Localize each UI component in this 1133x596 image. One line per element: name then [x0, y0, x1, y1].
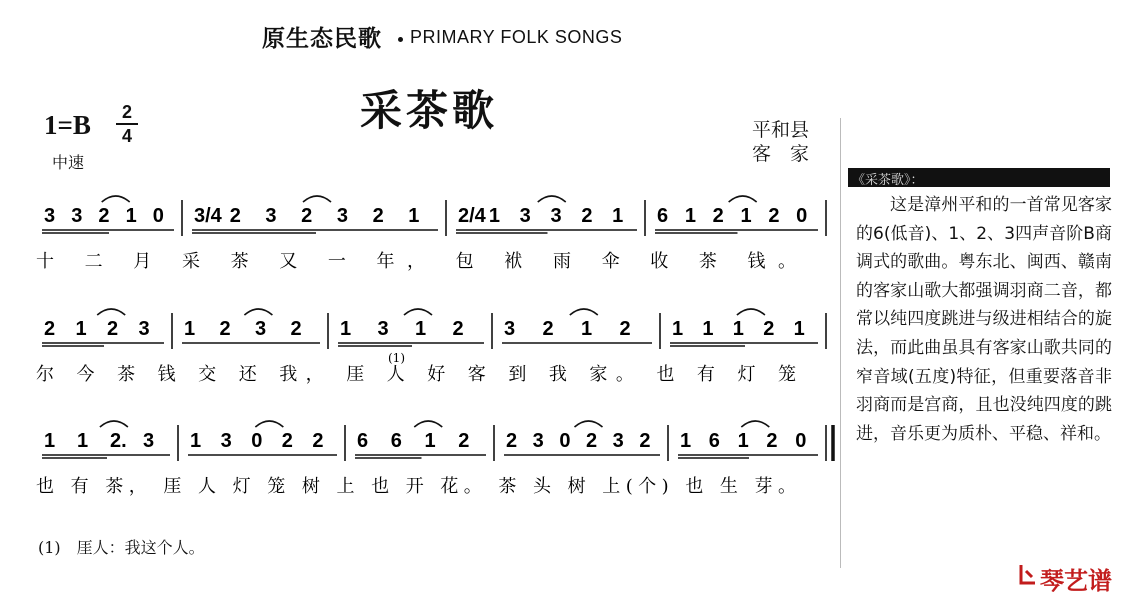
jianpu-note: 2 [290, 318, 302, 340]
jianpu-note: 1 [793, 318, 805, 340]
column-divider [840, 118, 841, 568]
jianpu-note: 6 [357, 430, 369, 452]
jianpu-note: 2 [372, 205, 384, 227]
jianpu-note: 2 [542, 318, 554, 340]
tempo-marking: 中速 [52, 153, 85, 172]
jianpu-note: 0 [796, 205, 808, 227]
jianpu-note: 1 [702, 318, 714, 340]
jianpu-note: 1 [680, 430, 692, 452]
jianpu-note: 2 [581, 205, 593, 227]
jianpu-note: 2 [506, 430, 518, 452]
jianpu-note: 3 [519, 205, 531, 227]
jianpu-note: 1 [44, 430, 56, 452]
jianpu-note: 3/4 [194, 205, 222, 227]
jianpu-note: 2 [619, 318, 631, 340]
jianpu-note: 3 [220, 430, 232, 452]
jianpu-note: 2 [44, 318, 56, 340]
jianpu-note: 3 [143, 430, 155, 452]
jianpu-note: 2 [639, 430, 651, 452]
origin-county: 平和县 [752, 119, 810, 141]
jianpu-note: 2 [281, 430, 293, 452]
slur-arc [255, 421, 283, 427]
jianpu-note: 3 [44, 205, 56, 227]
slur-arc [570, 309, 598, 315]
jianpu-note: 1 [672, 318, 684, 340]
series-title-cn: 原生态民歌 [262, 26, 382, 52]
jianpu-note: 1 [684, 205, 696, 227]
jianpu-note: 3 [138, 318, 150, 340]
jianpu-note: 2 [229, 205, 241, 227]
jianpu-note: 2 [763, 318, 775, 340]
jianpu-note: 6 [708, 430, 720, 452]
sidebar-description: 这是漳州平和的一首常见客家的6(低音)、1、2、3四声音阶B商调式的歌曲。粤东北、闽西、赣南的客家山歌大都强调羽商二音，都常以纯四度跳进与级进相结合的旋法，而此曲虽具有客家山歌共同的窄音域(五度)特征，但重要落音非羽商而是宫商，且也没纯四度的跳进，音乐更为质朴、平稳、祥和。 [856, 195, 1112, 444]
jianpu-note: 1 [184, 318, 196, 340]
song-title: 采茶歌 [360, 86, 499, 135]
jianpu-note: 1 [740, 205, 752, 227]
jianpu-note: 3 [336, 205, 348, 227]
jianpu-note: 1 [77, 430, 89, 452]
slur-arc [538, 196, 566, 202]
lyric-line: 十 二 月 采 茶 又 一 年， 包 袱 雨 伞 收 茶 钱。 [36, 251, 797, 272]
jianpu-note: 1 [75, 318, 87, 340]
slur-arc [729, 196, 757, 202]
origin-people: 客 家 [752, 143, 810, 165]
series-title-en: PRIMARY FOLK SONGS [410, 27, 623, 47]
jianpu-note: 2 [712, 205, 724, 227]
slur-arc [303, 196, 331, 202]
jianpu-note: 6 [657, 205, 669, 227]
jianpu-note: 1 [424, 430, 436, 452]
jianpu-note: 1 [732, 318, 744, 340]
slur-arc [575, 421, 603, 427]
jianpu-note: 2 [586, 430, 598, 452]
lyric-line: 尔 今 茶 钱 交 还 我， 厓 人 好 客 到 我 家。 也 有 灯 笼 [36, 364, 796, 385]
jianpu-note: 2 [107, 318, 119, 340]
meter-top: 2 [121, 102, 132, 122]
slur-arc [741, 421, 769, 427]
sidebar-heading: 《采茶歌》： [852, 173, 924, 188]
jianpu-note: 1 [488, 205, 500, 227]
slur-arc [102, 196, 130, 202]
jianpu-note: 3 [504, 318, 516, 340]
slur-arc [404, 309, 432, 315]
jianpu-note: 1 [612, 205, 624, 227]
jianpu-note: 3 [71, 205, 83, 227]
jianpu-note: 3 [377, 318, 389, 340]
jianpu-note: 1 [737, 430, 749, 452]
jianpu-note: 2 [301, 205, 313, 227]
watermark-logo: 琴艺谱 [1040, 567, 1112, 595]
jianpu-note: 2 [766, 430, 778, 452]
jianpu-note: 3 [532, 430, 544, 452]
jianpu-note: 6 [390, 430, 402, 452]
jianpu-note: 2 [452, 318, 464, 340]
slur-arc [97, 309, 125, 315]
jianpu-note: 2 [458, 430, 470, 452]
score-notes-group [36, 196, 833, 497]
jianpu-note: 0 [795, 430, 807, 452]
jianpu-note: 2 [312, 430, 324, 452]
jianpu-note: 2 [98, 205, 110, 227]
jianpu-note: 1 [415, 318, 427, 340]
footnote: (1) 厓人：我这个人。 [38, 538, 205, 557]
jianpu-note: 0 [559, 430, 571, 452]
lyric-line: 也 有 茶， 厓 人 灯 笼 树 上 也 开 花。 茶 头 树 上(个) 也 生 芽。 [36, 476, 796, 497]
jianpu-note: 2 [768, 205, 780, 227]
jianpu-note: 2/4 [458, 205, 486, 227]
key-signature: 1=B [44, 110, 91, 140]
jianpu-note: 2 [219, 318, 231, 340]
jianpu-note: 3 [265, 205, 277, 227]
jianpu-note: 1 [408, 205, 420, 227]
jianpu-note: 1 [581, 318, 593, 340]
jianpu-note: 1 [190, 430, 202, 452]
jianpu-note: 0 [251, 430, 263, 452]
jianpu-note: 1 [125, 205, 137, 227]
jianpu-note: 3 [255, 318, 267, 340]
jianpu-note: 0 [152, 205, 164, 227]
logo-mark-icon [1018, 562, 1038, 586]
slur-arc [737, 309, 765, 315]
slur-arc [244, 309, 272, 315]
slur-arc [100, 421, 128, 427]
jianpu-note: 1 [340, 318, 352, 340]
jianpu-note: 2. [110, 430, 127, 452]
meter-bottom: 4 [121, 126, 132, 146]
jianpu-note: 3 [550, 205, 562, 227]
footnote-marker: (1) [388, 351, 405, 365]
slur-arc [414, 421, 442, 427]
jianpu-note: 3 [612, 430, 624, 452]
